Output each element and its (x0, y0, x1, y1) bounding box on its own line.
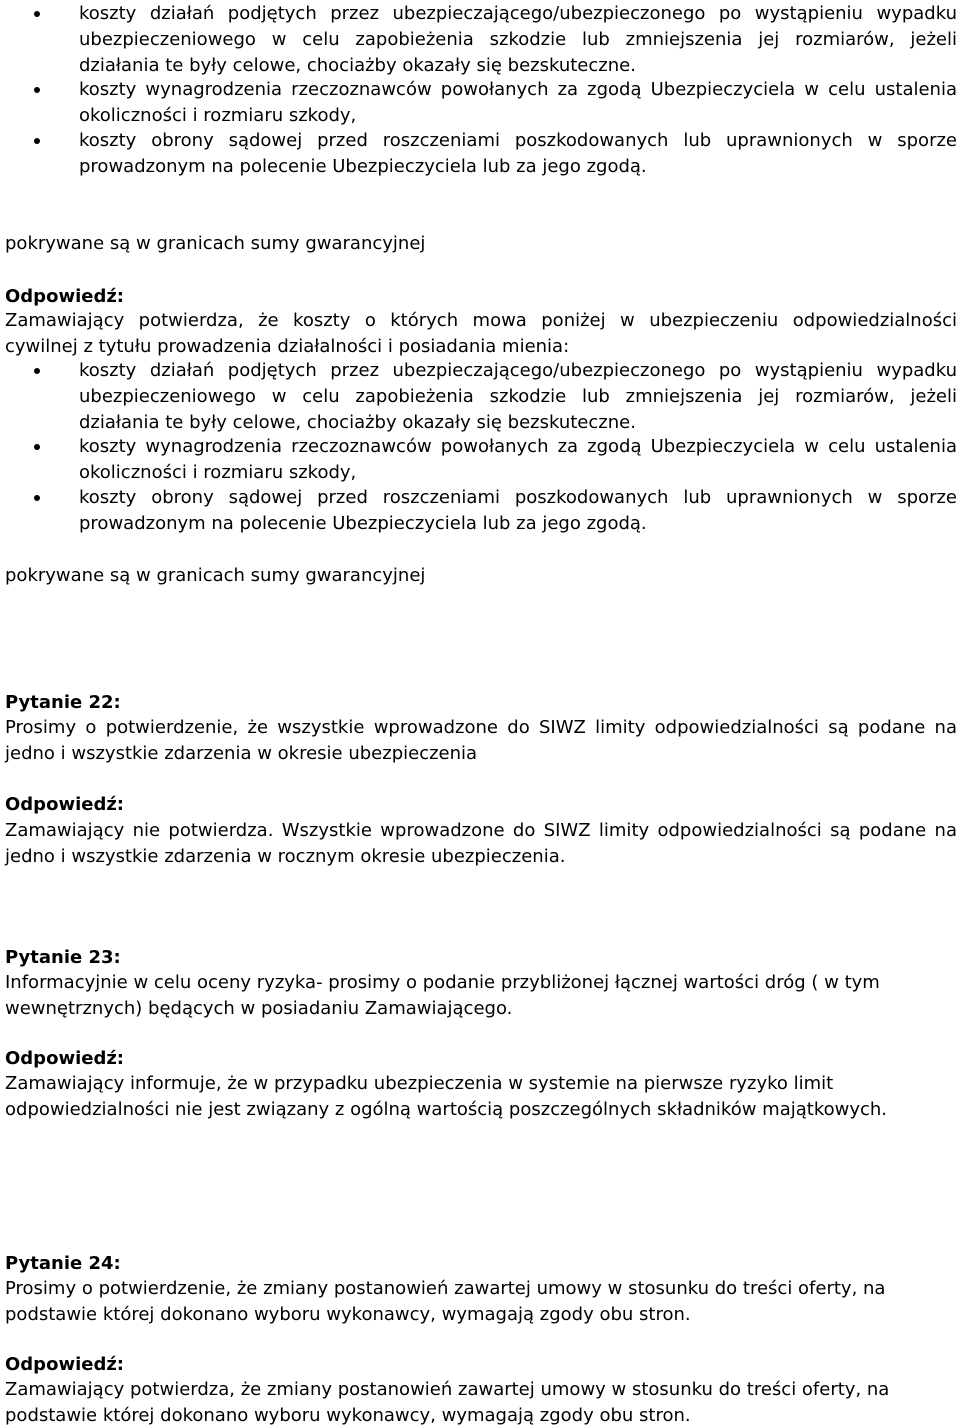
answer-paragraph-line: cywilnej z tytułu prowadzenia działalności i posiadania mienia: (5, 336, 570, 357)
coverage-note: pokrywane są w granicach sumy gwarancyjnej (5, 565, 426, 586)
question-text-line: Prosimy o potwierdzenie, że zmiany postanowień zawartej umowy w stosunku do treści oferty, na (5, 1278, 886, 1299)
question-text-line: Informacyjnie w celu oceny ryzyka- prosimy o podanie przybliżonej łącznej wartości dróg ( w tym (5, 972, 880, 993)
list-item-line: prowadzonym na polecenie Ubezpieczyciela lub za jego zgodą. (79, 513, 647, 534)
question-text-line: wewnętrznych) będących w posiadaniu Zamawiającego. (5, 998, 513, 1019)
answer-label: Odpowiedź: (5, 286, 125, 307)
question-text-line: podstawie której dokonano wyboru wykonawcy, wymagają zgody obu stron. (5, 1304, 691, 1325)
list-item-line: prowadzonym na polecenie Ubezpieczyciela lub za jego zgodą. (79, 156, 647, 177)
answer-label: Odpowiedź: (5, 794, 125, 815)
list-item-line: koszty wynagrodzenia rzeczoznawców powołanych za zgodą Ubezpieczyciela w celu ustalenia (79, 436, 957, 457)
answer-text-line: Zamawiający nie potwierdza. Wszystkie wprowadzone do SIWZ limity odpowiedzialności są podane na (5, 820, 957, 841)
coverage-note: pokrywane są w granicach sumy gwarancyjnej (5, 233, 426, 254)
question-text-line: jedno i wszystkie zdarzenia w okresie ubezpieczenia (5, 743, 478, 764)
bullet-icon (34, 138, 40, 144)
answer-text-line: Zamawiający informuje, że w przypadku ubezpieczenia w systemie na pierwsze ryzyko limit (5, 1073, 834, 1094)
question-text-line: Prosimy o potwierdzenie, że wszystkie wprowadzone do SIWZ limity odpowiedzialności są podane na (5, 717, 957, 738)
answer-text-line: odpowiedzialności nie jest związany z ogólną wartością poszczególnych składników majątkowych. (5, 1099, 888, 1120)
list-item-line: działania te były celowe, chociażby okazały się bezskuteczne. (79, 412, 636, 433)
bullet-icon (34, 368, 40, 374)
list-item-line: koszty wynagrodzenia rzeczoznawców powołanych za zgodą Ubezpieczyciela w celu ustalenia (79, 79, 957, 100)
list-item-line: ubezpieczeniowego w celu zapobieżenia szkodzie lub zmniejszenia jej rozmiarów, jeżeli (79, 29, 957, 50)
list-item-line: koszty obrony sądowej przed roszczeniami poszkodowanych lub uprawnionych w sporze (79, 130, 957, 151)
bullet-icon (34, 495, 40, 501)
bullet-icon (34, 444, 40, 450)
answer-label: Odpowiedź: (5, 1048, 125, 1069)
question-heading: Pytanie 23: (5, 947, 121, 968)
answer-text-line: podstawie której dokonano wyboru wykonawcy, wymagają zgody obu stron. (5, 1405, 691, 1426)
bullet-icon (34, 87, 40, 93)
answer-label: Odpowiedź: (5, 1354, 125, 1375)
answer-paragraph-line: Zamawiający potwierdza, że koszty o których mowa poniżej w ubezpieczeniu odpowiedzialności (5, 310, 957, 331)
list-item-line: okoliczności i rozmiaru szkody, (79, 462, 357, 483)
list-item-line: okoliczności i rozmiaru szkody, (79, 105, 357, 126)
list-item-line: ubezpieczeniowego w celu zapobieżenia szkodzie lub zmniejszenia jej rozmiarów, jeżeli (79, 386, 957, 407)
bullet-icon (34, 11, 40, 17)
question-heading: Pytanie 24: (5, 1253, 121, 1274)
list-item-line: koszty działań podjętych przez ubezpieczającego/ubezpieczonego po wystąpieniu wypadku (79, 360, 957, 381)
list-item-line: działania te były celowe, chociażby okazały się bezskuteczne. (79, 55, 636, 76)
question-heading: Pytanie 22: (5, 692, 121, 713)
answer-text-line: Zamawiający potwierdza, że zmiany postanowień zawartej umowy w stosunku do treści oferty, na (5, 1379, 890, 1400)
answer-text-line: jedno i wszystkie zdarzenia w rocznym okresie ubezpieczenia. (5, 846, 566, 867)
list-item-line: koszty obrony sądowej przed roszczeniami poszkodowanych lub uprawnionych w sporze (79, 487, 957, 508)
list-item-line: koszty działań podjętych przez ubezpieczającego/ubezpieczonego po wystąpieniu wypadku (79, 3, 957, 24)
